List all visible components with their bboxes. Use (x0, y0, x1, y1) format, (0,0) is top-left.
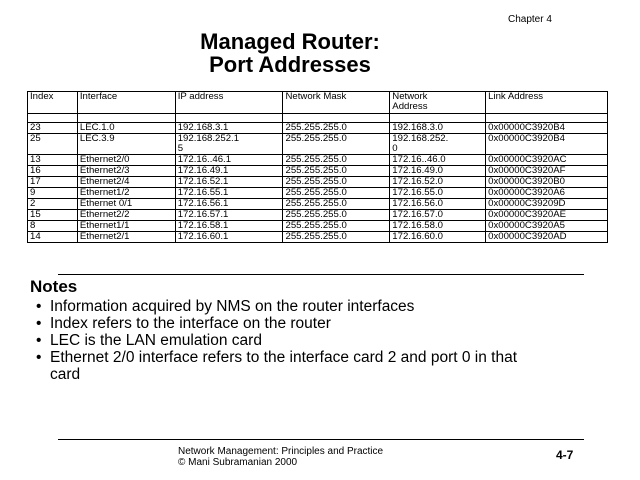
cell-ip-address: 172.16.55.1 (175, 188, 283, 199)
cell-link-address: 0x00000C3920B4 (486, 134, 608, 155)
cell-interface: Ethernet1/1 (77, 221, 175, 232)
table-row (28, 123, 608, 134)
cell-interface: Ethernet 0/1 (77, 199, 175, 210)
table-row (28, 199, 608, 210)
table-body (28, 114, 608, 243)
cell-index: 23 (28, 123, 78, 134)
cell-link-address: 0x00000C3920A6 (486, 188, 608, 199)
cell-interface: LEC.3.9 (77, 134, 175, 155)
table-cell (77, 114, 175, 123)
cell-index: 9 (28, 188, 78, 199)
cell-link-address: 0x00000C3920B4 (486, 123, 608, 134)
bullet-icon: • (36, 298, 42, 315)
column-header-interface: Interface (77, 92, 175, 114)
cell-interface: LEC.1.0 (77, 123, 175, 134)
cell-interface: Ethernet2/2 (77, 210, 175, 221)
cell-network-address: 172.16.57.0 (390, 210, 486, 221)
chapter-label: Chapter 4 (508, 14, 552, 25)
cell-network-mask: 255.255.255.0 (283, 210, 390, 221)
column-header-network-mask: Network Mask (283, 92, 390, 114)
cell-ip-address: 172.16.58.1 (175, 221, 283, 232)
cell-ip-address: 172.16.60.1 (175, 232, 283, 243)
cell-index: 13 (28, 155, 78, 166)
bullet-icon: • (36, 349, 42, 366)
slide-title-line-1: Managed Router: (200, 29, 380, 54)
notes-item (32, 332, 620, 349)
cell-ip-address: 172.16.49.1 (175, 166, 283, 177)
cell-network-address: 172.16..46.0 (390, 155, 486, 166)
column-header-index: Index (28, 92, 78, 114)
cell-link-address: 0x00000C3920A5 (486, 221, 608, 232)
cell-index: 14 (28, 232, 78, 243)
column-header-link-address: Link Address (486, 92, 608, 114)
column-header-ip-address: IP address (175, 92, 283, 114)
cell-link-address: 0x00000C3920AE (486, 210, 608, 221)
table-header-row (28, 92, 608, 114)
cell-network-address: 172.16.56.0 (390, 199, 486, 210)
cell-network-mask: 255.255.255.0 (283, 177, 390, 188)
footer-book-title: Network Management: Principles and Practice (178, 446, 384, 457)
table-cell (283, 114, 390, 123)
cell-interface: Ethernet2/1 (77, 232, 175, 243)
cell-ip-address: 172.16.52.1 (175, 177, 283, 188)
table-spacer-row (28, 114, 608, 123)
notes-item-text: Information acquired by NMS on the router interfaces (50, 298, 415, 315)
column-header-network-address: Network Address (390, 92, 486, 114)
cell-index: 16 (28, 166, 78, 177)
slide-title (0, 30, 580, 76)
table-row (28, 221, 608, 232)
cell-index: 17 (28, 177, 78, 188)
cell-ip-address: 172.16.56.1 (175, 199, 283, 210)
cell-ip-address: 172.16.57.1 (175, 210, 283, 221)
cell-network-address: 172.16.60.0 (390, 232, 486, 243)
slide-title-line-2: Port Addresses (209, 52, 371, 77)
table-cell (390, 114, 486, 123)
table-row (28, 210, 608, 221)
cell-interface: Ethernet2/4 (77, 177, 175, 188)
cell-ip-address: 172.16..46.1 (175, 155, 283, 166)
notes-item-text: Index refers to the interface on the router (50, 315, 331, 332)
footer-credits (178, 446, 383, 468)
cell-network-mask: 255.255.255.0 (283, 199, 390, 210)
table-row (28, 166, 608, 177)
notes-title: Notes (30, 277, 78, 296)
cell-link-address: 0x00000C3920AD (486, 232, 608, 243)
cell-link-address: 0x00000C3920AC (486, 155, 608, 166)
cell-network-address: 172.16.52.0 (390, 177, 486, 188)
footer-copyright: © Mani Subramanian 2000 (178, 457, 298, 468)
cell-network-address: 172.16.49.0 (390, 166, 486, 177)
table-row (28, 188, 608, 199)
notes-item-text: Ethernet 2/0 interface refers to the interface card 2 and port 0 in that card (50, 349, 517, 383)
bullet-icon: • (36, 315, 42, 332)
page-number: 4-7 (556, 448, 574, 462)
footer-divider (58, 439, 584, 440)
cell-network-mask: 255.255.255.0 (283, 221, 390, 232)
cell-network-mask: 255.255.255.0 (283, 134, 390, 155)
cell-network-mask: 255.255.255.0 (283, 232, 390, 243)
port-addresses-table (27, 91, 608, 243)
cell-link-address: 0x00000C39209D (486, 199, 608, 210)
bullet-icon: • (36, 332, 42, 349)
cell-network-mask: 255.255.255.0 (283, 155, 390, 166)
notes-item (32, 315, 620, 332)
notes-list (32, 298, 620, 383)
table-row (28, 177, 608, 188)
cell-network-mask: 255.255.255.0 (283, 123, 390, 134)
notes-item (32, 298, 620, 315)
table-row (28, 134, 608, 155)
cell-index: 25 (28, 134, 78, 155)
table-row (28, 232, 608, 243)
cell-index: 2 (28, 199, 78, 210)
cell-network-address: 172.16.55.0 (390, 188, 486, 199)
cell-index: 15 (28, 210, 78, 221)
cell-link-address: 0x00000C3920AF (486, 166, 608, 177)
cell-ip-address: 192.168.252.1 5 (175, 134, 283, 155)
table-cell (175, 114, 283, 123)
table-cell (28, 114, 78, 123)
cell-network-mask: 255.255.255.0 (283, 188, 390, 199)
notes-item (32, 349, 530, 383)
cell-interface: Ethernet2/3 (77, 166, 175, 177)
table-row (28, 155, 608, 166)
cell-network-address: 192.168.252. 0 (390, 134, 486, 155)
cell-ip-address: 192.168.3.1 (175, 123, 283, 134)
notes-item-text: LEC is the LAN emulation card (50, 332, 262, 349)
cell-network-mask: 255.255.255.0 (283, 166, 390, 177)
cell-link-address: 0x00000C3920B0 (486, 177, 608, 188)
cell-network-address: 172.16.58.0 (390, 221, 486, 232)
notes-divider (58, 274, 584, 275)
table-cell (486, 114, 608, 123)
cell-index: 8 (28, 221, 78, 232)
cell-interface: Ethernet1/2 (77, 188, 175, 199)
cell-network-address: 192.168.3.0 (390, 123, 486, 134)
cell-interface: Ethernet2/0 (77, 155, 175, 166)
